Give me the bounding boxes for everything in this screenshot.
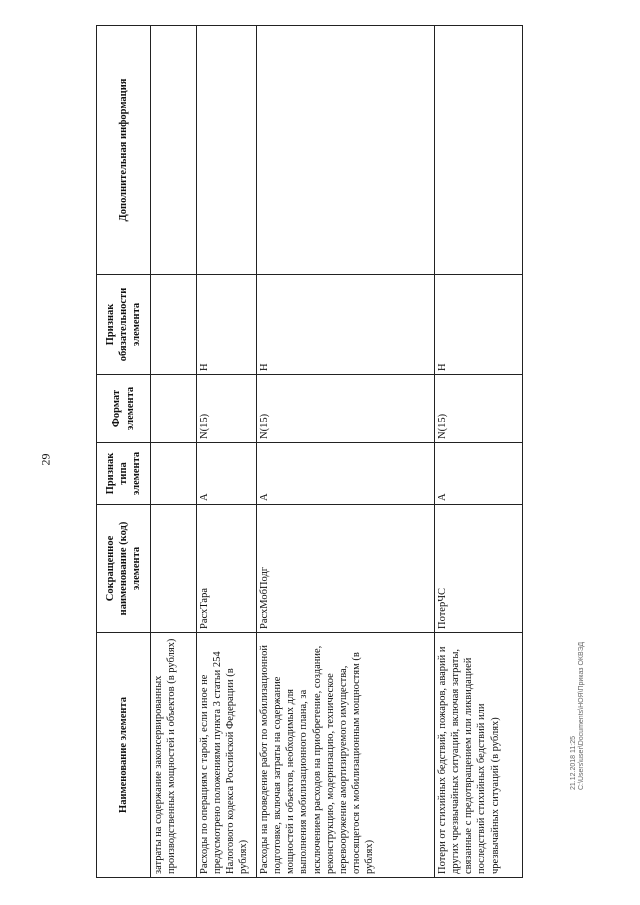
table-row: [257, 26, 435, 878]
cell-additional-info: [435, 26, 523, 275]
cell-short-name: ПотерЧС: [435, 505, 523, 633]
cell-mandatory-flag: Н: [257, 275, 435, 375]
cell-element-format: N(15): [257, 375, 435, 443]
cell-element-type: А: [257, 443, 435, 505]
cell-additional-info: [151, 26, 197, 275]
print-file-path: С:\Users\user\Documents\НОЯ\Приказ ОКВЭД: [578, 641, 586, 790]
header-mandatory-flag: Признак обязательности элемента: [97, 275, 151, 375]
cell-element-name: затраты на содержание законсервированных производственных мощностей и объектов (в рублях): [151, 633, 197, 878]
table-row: [435, 26, 523, 878]
cell-element-type: А: [197, 443, 257, 505]
cell-element-format: N(15): [435, 375, 523, 443]
table-header-row: [97, 26, 151, 878]
print-timestamp: 21.12.2018 11:25: [570, 736, 577, 790]
table-row: [151, 26, 197, 878]
page-number: 29: [38, 453, 53, 466]
cell-mandatory-flag: Н: [197, 275, 257, 375]
cell-element-format: N(15): [197, 375, 257, 443]
cell-element-name: Расходы по операциям с тарой, если иное не предусмотрено положениями пункта 3 статьи 254 Налогового кодекса Российской Федерации (в рублях): [197, 633, 257, 878]
header-element-type: Признак типа элемента: [97, 443, 151, 505]
cell-short-name: РасхМобПодг: [257, 505, 435, 633]
table-wrapper: [96, 26, 501, 878]
cell-mandatory-flag: Н: [435, 275, 523, 375]
cell-short-name: [151, 505, 197, 633]
print-footer-note: [570, 642, 587, 790]
header-additional-info: Дополнительная информация: [97, 26, 151, 275]
cell-additional-info: [257, 26, 435, 275]
elements-table: [96, 25, 523, 878]
table-rotation-frame: [96, 26, 501, 878]
table-row: [197, 26, 257, 878]
cell-additional-info: [197, 26, 257, 275]
cell-element-type: [151, 443, 197, 505]
cell-element-type: А: [435, 443, 523, 505]
cell-element-name: Расходы на проведение работ по мобилизационной подготовке, включая затраты на содержание мощностей и объектов, необходимых для выполнения мобилизационного плана, за исключением расходов на приобретение, создание, реконструкцию, модернизацию, техническое перевооружение амортизируемого имущества, относящегося к мобилизационным мощностям (в рублях): [257, 633, 435, 878]
cell-element-format: [151, 375, 197, 443]
cell-short-name: РасхТара: [197, 505, 257, 633]
header-short-name: Сокращенное наименование (код) элемента: [97, 505, 151, 633]
cell-element-name: Потери от стихийных бедствий, пожаров, аварий и других чрезвычайных ситуаций, включая затраты, связанные с предотвращением или ликвидацией последствий стихийных бедствий или чрезвычайных ситуаций (в рублях): [435, 633, 523, 878]
header-element-name: Наименование элемента: [97, 633, 151, 878]
header-element-format: Формат элемента: [97, 375, 151, 443]
cell-mandatory-flag: [151, 275, 197, 375]
